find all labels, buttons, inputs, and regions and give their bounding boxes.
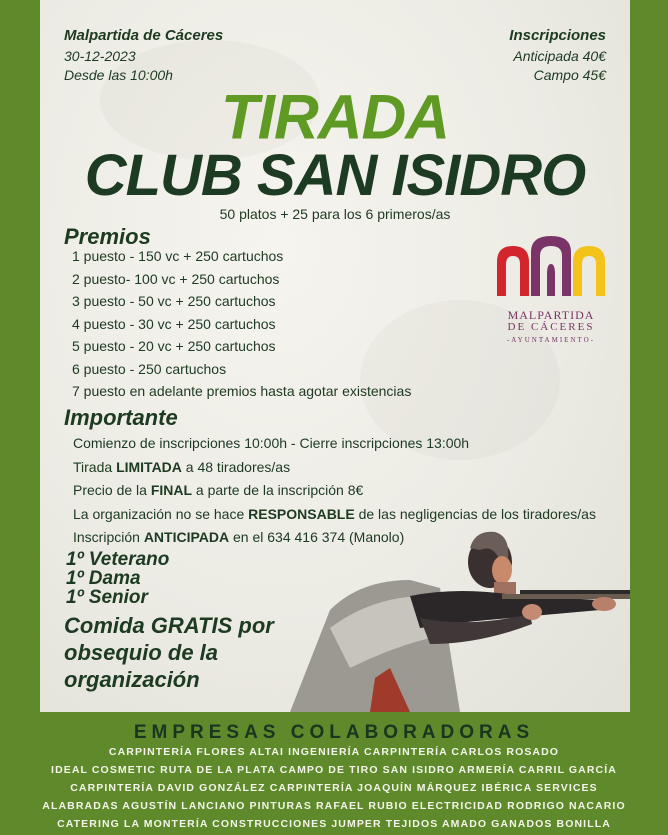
- importante-item: Comienzo de inscripciones 10:00h - Cierre inscripciones 13:00h: [73, 435, 470, 451]
- premio-item: 3 puesto - 50 vc + 250 cartuchos: [72, 293, 276, 309]
- event-location: Malpartida de Cáceres: [64, 27, 224, 44]
- category-item: 1º Dama: [66, 568, 141, 589]
- shooter-illustration: [270, 518, 630, 712]
- category-item: 1º Senior: [66, 587, 148, 608]
- logo-text-malpartida: MALPARTIDA: [507, 308, 595, 322]
- premios-heading: Premios: [64, 224, 151, 249]
- poster: [40, 0, 630, 712]
- subtitle: 50 platos + 25 para los 6 primeros/as: [219, 206, 451, 222]
- premio-item: 4 puesto - 30 vc + 250 cartuchos: [72, 315, 276, 332]
- premio-item: 5 puesto - 20 vc + 250 cartuchos: [72, 338, 276, 354]
- premios-list: [72, 245, 411, 403]
- inscriptions-title: Inscripciones: [509, 27, 606, 44]
- event-date: 30-12-2023: [64, 48, 136, 64]
- importante-item: Inscripción ANTICIPADA en el 634 416 374 (Manolo): [73, 529, 405, 545]
- event-time: Desde las 10:00h: [64, 67, 173, 83]
- comida-gratis: Comida GRATIS por obsequio de la organización: [64, 613, 274, 692]
- premio-item: 2 puesto- 100 vc + 250 cartuchos: [72, 270, 280, 287]
- importante-item: Tirada LIMITADA a 48 tiradores/as: [73, 458, 291, 475]
- sponsor-line: ALABRADAS AGUSTÍN LANCIANO PINTURAS RAFAEL RUBIO ELECTRICIDAD RODRIGO NACARIO: [42, 800, 626, 812]
- price-campo: Campo 45€: [533, 67, 606, 83]
- categories: [66, 550, 169, 607]
- importante-item: La organización no se hace RESPONSABLE de las negligencias de los tiradores/as: [73, 505, 596, 522]
- title-club: CLUB SAN ISIDRO: [84, 143, 586, 208]
- premio-item: 7 puesto en adelante premios hasta agotar existencias: [72, 383, 412, 399]
- premio-item: 1 puesto - 150 vc + 250 cartuchos: [72, 248, 284, 264]
- logo-text-caceres: DE CÁCERES: [507, 321, 595, 333]
- logo-text-ayuntamiento: -AYUNTAMIENTO-: [506, 336, 596, 344]
- sponsors-heading: EMPRESAS COLABORADORAS: [133, 722, 535, 743]
- importante-item: Precio de la FINAL a parte de la inscripción 8€: [73, 482, 364, 498]
- sponsor-line: CARPINTERÍA FLORES ALTAI INGENIERÍA CARPINTERÍA CARLOS ROSADO: [108, 746, 560, 758]
- category-item: 1º Veterano: [66, 549, 170, 570]
- sponsor-line: CARPINTERÍA DAVID GONZÁLEZ CARPINTERÍA JOAQUÍN MÁRQUEZ IBÉRICA SERVICES: [70, 782, 598, 794]
- sponsor-line: IDEAL COSMETIC RUTA DE LA PLATA CAMPO DE TIRO SAN ISIDRO ARMERÍA CARRIL GARCÍA: [51, 764, 617, 776]
- ayuntamiento-logo: [495, 234, 607, 344]
- logo-icon: [495, 234, 607, 298]
- title-tirada: TIRADA: [220, 82, 450, 153]
- premio-item: 6 puesto - 250 cartuchos: [72, 360, 227, 377]
- sponsor-line: CATERING LA MONTERÍA CONSTRUCCIONES JUMPER TEJIDOS AMADO GANADOS BONILLA: [57, 818, 611, 830]
- price-anticipada: Anticipada 40€: [513, 48, 606, 64]
- importante-heading: Importante: [64, 405, 178, 430]
